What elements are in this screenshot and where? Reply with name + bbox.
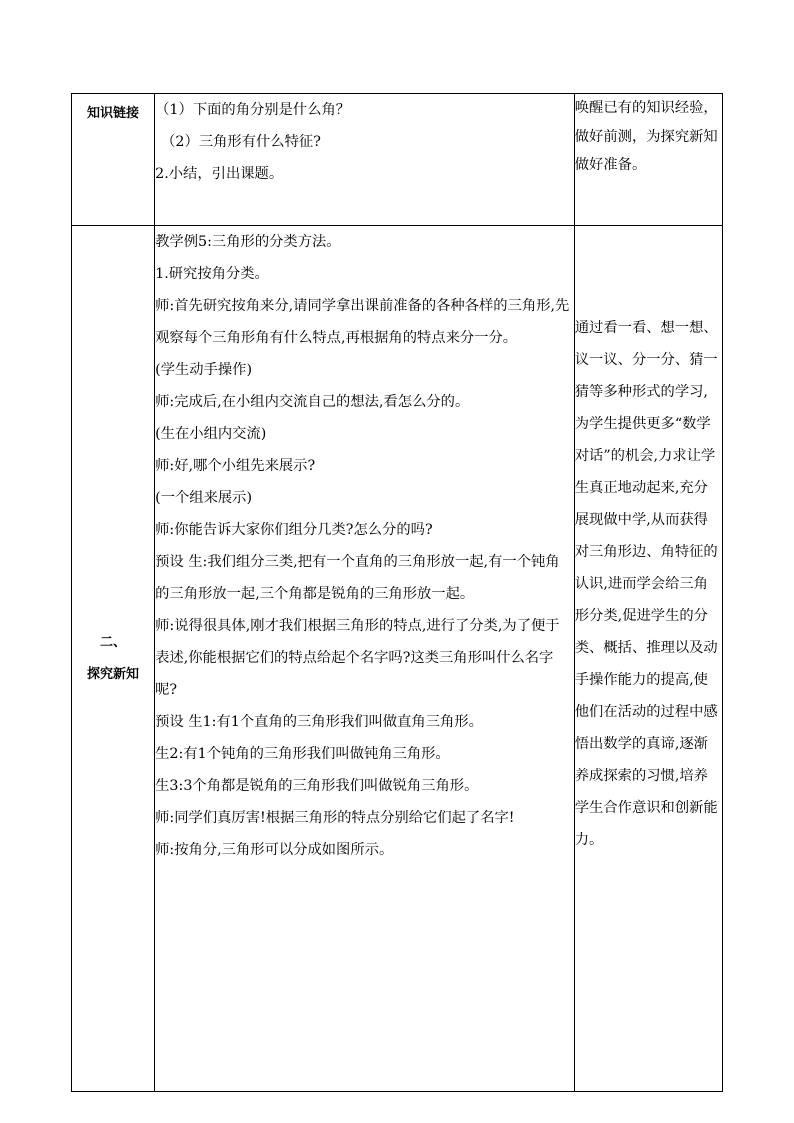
content-line: 师:完成后,在小组内交流自己的想法,看怎么分的。	[155, 394, 470, 410]
content-line: 1.研究按角分类。	[155, 266, 269, 282]
content-line: 生2:有1个钝角的三角形我们叫做钝角三角形。	[155, 746, 450, 762]
content-line: (一个组来展示)	[155, 490, 253, 506]
section-cell	[72, 94, 155, 226]
table-row	[72, 226, 723, 1092]
content-line: 生3:3个角都是锐角的三角形我们叫做锐角三角形。	[155, 778, 479, 794]
content-cell	[155, 226, 575, 1092]
section-title: 探究新知	[87, 666, 140, 682]
content-line: 教学例5:三角形的分类方法。	[155, 234, 341, 250]
content-line: （1）下面的角分别是什么角？	[155, 102, 351, 118]
content-line: 师:说得很具体,刚才我们根据三角形的特点,进行了分类,为了便于表述,你能根据它们的特点给起个名字吗?这类三角形叫什么名字呢?	[155, 618, 560, 698]
content-line: 师:好,哪个小组先来展示?	[155, 458, 316, 474]
design-note: 唤醒已有的知识经验，做好前测，为探究新知做好准备。	[574, 100, 718, 173]
content-line: (生在小组内交流)	[155, 426, 267, 442]
section-title: 知识链接	[87, 106, 140, 121]
content-line: (学生动手操作)	[155, 362, 253, 378]
content-line: 师:首先研究按角来分,请同学拿出课前准备的各种各样的三角形,先观察每个三角形角有什么特点,再根据角的特点来分一分。	[155, 298, 570, 346]
section-cell	[72, 226, 155, 1092]
content-cell	[155, 94, 575, 226]
design-note: 通过看一看、想一想、议一议、分一分、猜一猜等多种形式的学习,为学生提供更多“数学对话”的机会,力求让学生真正地动起来,充分展现做中学,从而获得对三角形边、角特征的认识,进而学会给三角形分类,促进学生的分类、概括、推理以及动手操作能力的提高,使他们在活动的过程中感悟出数学的真谛,逐渐养成探索的习惯,培养学生合作意识和创新能力。	[574, 320, 718, 848]
content-line: 师:按角分,三角形可以分成如图所示。	[155, 842, 394, 858]
content-line: 师:同学们真厉害!根据三角形的特点分别给它们起了名字!	[155, 810, 515, 826]
content-line: 2.小结，引出课题。	[155, 166, 284, 182]
lesson-plan-table	[71, 93, 723, 1092]
content-line: （2）三角形有什么特征?	[161, 134, 321, 150]
content-line: 师:你能告诉大家你们组分几类?怎么分的吗?	[155, 522, 433, 538]
note-cell	[574, 94, 722, 226]
table-row	[72, 94, 723, 226]
content-line: 预设 生:我们组分三类,把有一个直角的三角形放一起,有一个钝角的三角形放一起,三个角都是锐角的三角形放一起。	[155, 554, 560, 602]
section-number: 二、	[100, 634, 127, 650]
note-cell	[574, 226, 722, 1092]
content-line: 预设 生1:有1个直角的三角形我们叫做直角三角形。	[155, 714, 483, 730]
